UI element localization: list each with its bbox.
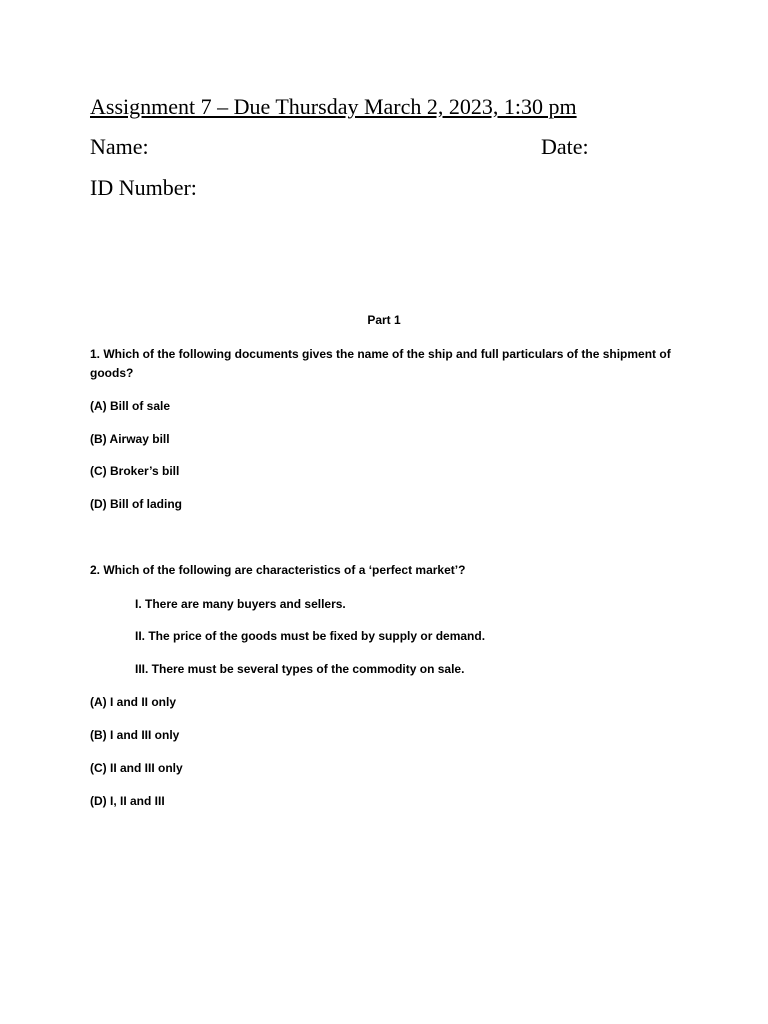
question-2-text: 2. Which of the following are characteristics of a ‘perfect market’? [90,563,466,577]
name-label: Name: [90,134,149,159]
question-2-statement-i: I. There are many buyers and sellers. [135,597,346,611]
question-2-option-a: (A) I and II only [90,695,176,709]
part-heading: Part 1 [367,313,401,327]
question-2-statement-iii: III. There must be several types of the commodity on sale. [135,662,465,676]
question-1-option-c: (C) Broker’s bill [90,464,180,478]
question-2-option-c: (C) II and III only [90,761,183,775]
question-1-text: 1. Which of the following documents gives the name of the ship and full particulars of the shipment of goods? [90,347,671,380]
question-2-option-d: (D) I, II and III [90,794,165,808]
question-1-option-d: (D) Bill of lading [90,497,182,511]
question-1-option-b: (B) Airway bill [90,432,170,446]
question-1-option-a: (A) Bill of sale [90,399,171,413]
id-number-label: ID Number: [90,175,197,200]
question-2-statement-ii: II. The price of the goods must be fixed by supply or demand. [135,629,486,643]
date-label: Date: [541,134,589,159]
question-2-option-b: (B) I and III only [90,728,180,742]
assignment-title: Assignment 7 – Due Thursday March 2, 2023, 1:30 pm [90,94,577,119]
